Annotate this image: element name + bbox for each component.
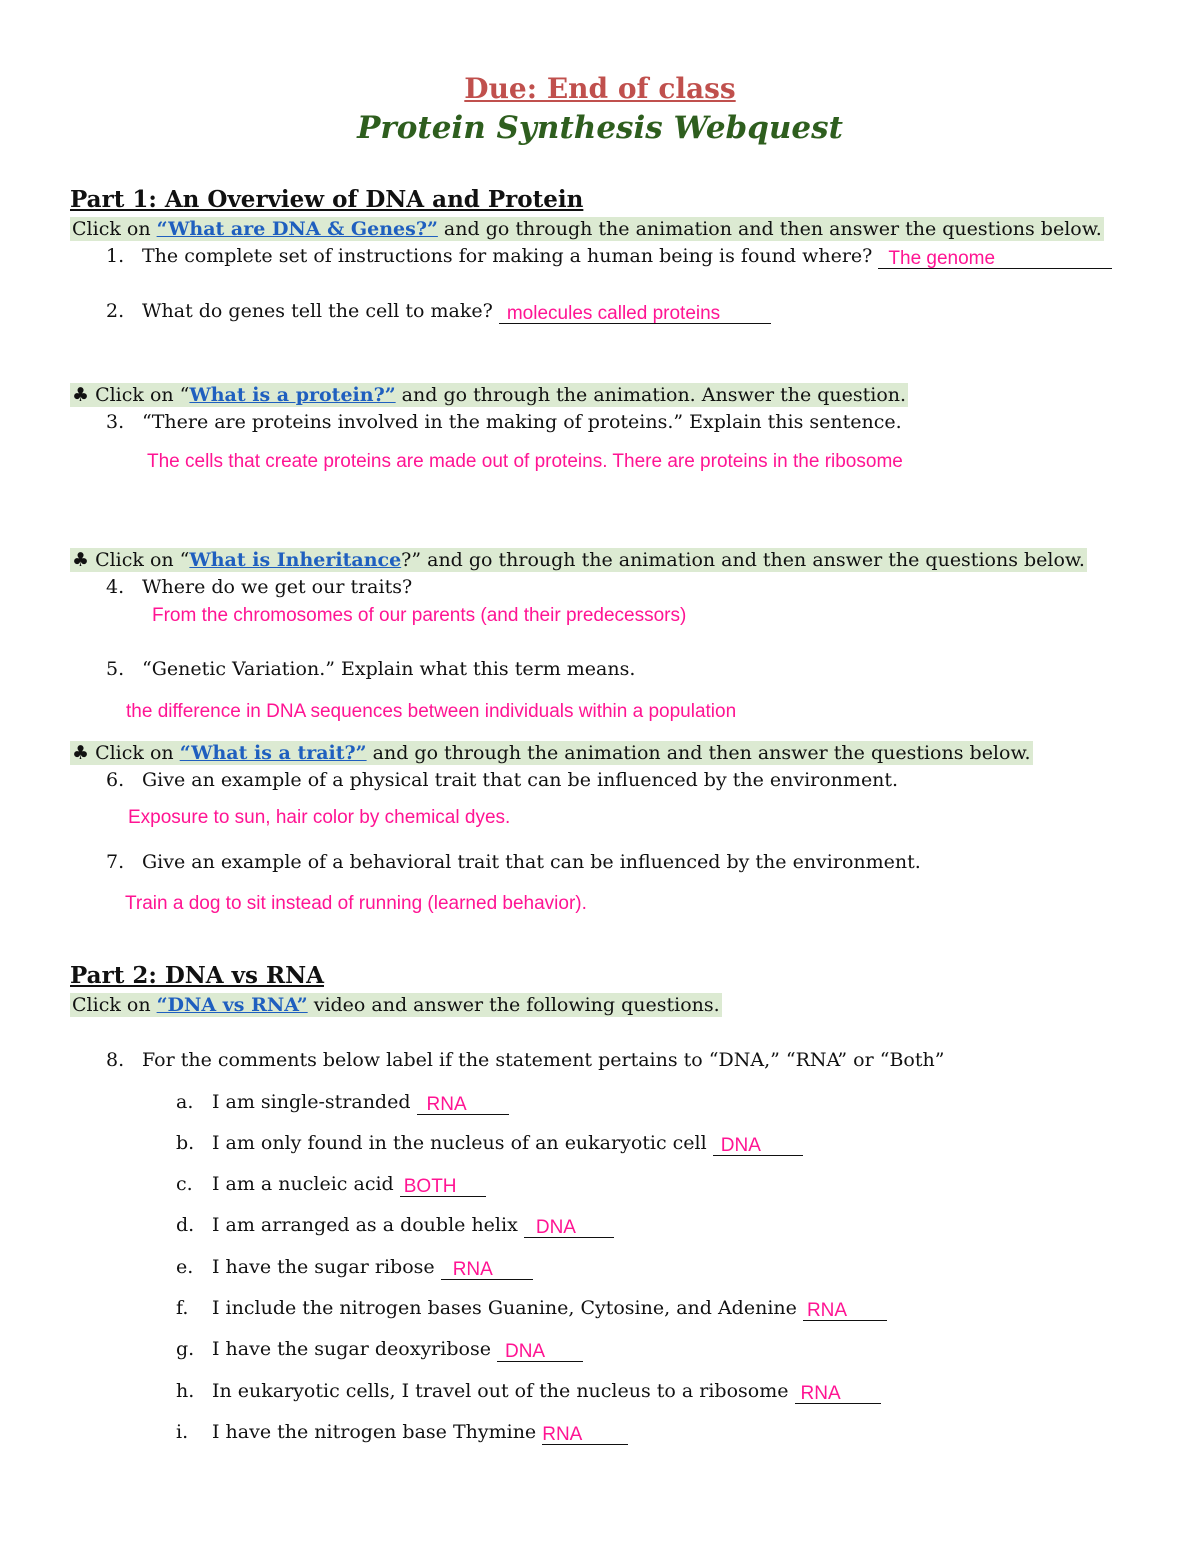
- question-1-text: The complete set of instructions for making a human being is found where?: [142, 245, 873, 267]
- answer-a: RNA: [426, 1094, 467, 1115]
- item-g-text: I have the sugar deoxyribose: [212, 1338, 491, 1360]
- link-what-is-a-trait[interactable]: “What is a trait?”: [179, 742, 367, 764]
- answer-a-blank[interactable]: [417, 1091, 509, 1115]
- question-7-number: 7.: [106, 851, 125, 873]
- list-item: [212, 1421, 628, 1445]
- link-what-are-dna-genes[interactable]: “What are DNA & Genes?”: [156, 218, 438, 240]
- question-8-number: 8.: [106, 1049, 125, 1071]
- item-f-letter: f.: [176, 1297, 189, 1319]
- instruction-4: [70, 741, 1033, 765]
- instruction-2-pre: ♣ Click on “: [72, 384, 190, 406]
- answer-1-blank[interactable]: [878, 245, 1112, 269]
- answer-d-blank[interactable]: [524, 1214, 614, 1238]
- link-what-is-inheritance[interactable]: What is Inheritance: [189, 549, 402, 571]
- question-4-number: 4.: [106, 576, 125, 598]
- answer-i: RNA: [542, 1424, 583, 1445]
- question-2-text: What do genes tell the cell to make?: [142, 300, 493, 322]
- instruction-4-pre: ♣ Click on: [72, 742, 180, 764]
- answer-6[interactable]: Exposure to sun, hair color by chemical dyes.: [128, 807, 511, 828]
- instruction-1-post: and go through the animation and then answer the questions below.: [437, 218, 1102, 240]
- answer-h-blank[interactable]: [795, 1380, 881, 1404]
- instruction-1: [70, 217, 1104, 241]
- page-title: Protein Synthesis Webquest: [357, 110, 843, 146]
- list-item: [212, 1256, 533, 1280]
- answer-4[interactable]: From the chromosomes of our parents (and their predecessors): [152, 605, 687, 626]
- list-item: [212, 1132, 803, 1156]
- answer-f-blank[interactable]: [803, 1297, 887, 1321]
- list-item: [212, 1173, 486, 1197]
- answer-f: RNA: [806, 1300, 848, 1321]
- answer-2: molecules called proteins: [506, 303, 721, 324]
- answer-e-blank[interactable]: [441, 1256, 533, 1280]
- item-a-text: I am single-stranded: [212, 1091, 411, 1113]
- answer-g-blank[interactable]: [497, 1338, 583, 1362]
- item-h-text: In eukaryotic cells, I travel out of the nucleus to a ribosome: [212, 1380, 789, 1402]
- answer-d: DNA: [535, 1217, 576, 1238]
- answer-2-blank[interactable]: [499, 300, 771, 324]
- answer-5[interactable]: the difference in DNA sequences between individuals within a population: [126, 701, 737, 722]
- question-6-number: 6.: [106, 769, 125, 791]
- question-3-number: 3.: [106, 411, 125, 433]
- item-g-letter: g.: [176, 1338, 195, 1360]
- item-e-text: I have the sugar ribose: [212, 1256, 435, 1278]
- answer-e: RNA: [452, 1259, 493, 1280]
- item-i-text: I have the nitrogen base Thymine: [212, 1421, 537, 1443]
- answer-c: BOTH: [403, 1176, 457, 1197]
- instruction-2: [70, 383, 908, 407]
- item-d-letter: d.: [176, 1214, 195, 1236]
- question-2: [142, 300, 771, 324]
- question-3-text: “There are proteins involved in the making of proteins.” Explain this sentence.: [142, 411, 902, 433]
- list-item: [212, 1091, 509, 1115]
- answer-7[interactable]: Train a dog to sit instead of running (learned behavior).: [125, 893, 587, 914]
- question-6-text: Give an example of a physical trait that can be influenced by the environment.: [142, 769, 899, 791]
- instruction-1-pre: Click on: [72, 218, 157, 240]
- question-5-number: 5.: [106, 658, 125, 680]
- answer-c-blank[interactable]: [400, 1173, 486, 1197]
- part2-heading: Part 2: DNA vs RNA: [70, 962, 324, 989]
- answer-b: DNA: [720, 1135, 761, 1156]
- answer-i-blank[interactable]: [542, 1421, 628, 1445]
- instruction-4-post: and go through the animation and then answer the questions below.: [366, 742, 1031, 764]
- question-2-number: 2.: [106, 300, 125, 322]
- answer-1: The genome: [888, 248, 996, 269]
- answer-g: DNA: [504, 1341, 546, 1362]
- question-4-text: Where do we get our traits?: [142, 576, 413, 598]
- instruction-2-post: and go through the animation. Answer the question.: [395, 384, 907, 406]
- item-a-letter: a.: [176, 1091, 194, 1113]
- question-1: [142, 245, 1112, 269]
- instruction-5: [70, 993, 722, 1017]
- link-what-is-a-protein[interactable]: What is a protein?”: [189, 384, 396, 406]
- item-c-letter: c.: [176, 1173, 193, 1195]
- list-item: [212, 1297, 887, 1321]
- item-i-letter: i.: [176, 1421, 189, 1443]
- item-h-letter: h.: [176, 1380, 195, 1402]
- list-item: [212, 1214, 614, 1238]
- instruction-3-pre: ♣ Click on “: [72, 549, 190, 571]
- item-d-text: I am arranged as a double helix: [212, 1214, 518, 1236]
- instruction-3-post: ?” and go through the animation and then answer the questions below.: [401, 549, 1085, 571]
- item-c-text: I am a nucleic acid: [212, 1173, 394, 1195]
- instruction-5-post: video and answer the following questions.: [307, 994, 720, 1016]
- answer-h: RNA: [800, 1383, 841, 1404]
- item-e-letter: e.: [176, 1256, 194, 1278]
- part1-heading: Part 1: An Overview of DNA and Protein: [70, 186, 584, 213]
- question-1-number: 1.: [106, 245, 125, 267]
- item-b-letter: b.: [176, 1132, 195, 1154]
- link-dna-vs-rna[interactable]: “DNA vs RNA”: [156, 994, 308, 1016]
- instruction-3: [70, 548, 1087, 572]
- item-f-text: I include the nitrogen bases Guanine, Cytosine, and Adenine: [212, 1297, 797, 1319]
- instruction-5-pre: Click on: [72, 994, 157, 1016]
- answer-3[interactable]: The cells that create proteins are made out of proteins. There are proteins in the ribosome: [147, 451, 903, 472]
- item-b-text: I am only found in the nucleus of an eukaryotic cell: [212, 1132, 707, 1154]
- question-7-text: Give an example of a behavioral trait that can be influenced by the environment.: [142, 851, 921, 873]
- question-5-text: “Genetic Variation.” Explain what this term means.: [142, 658, 636, 680]
- list-item: [212, 1380, 881, 1404]
- due-heading: Due: End of class: [464, 72, 736, 105]
- list-item: [212, 1338, 583, 1362]
- question-8-text: For the comments below label if the statement pertains to “DNA,” “RNA” or “Both”: [142, 1049, 945, 1071]
- answer-b-blank[interactable]: [713, 1132, 803, 1156]
